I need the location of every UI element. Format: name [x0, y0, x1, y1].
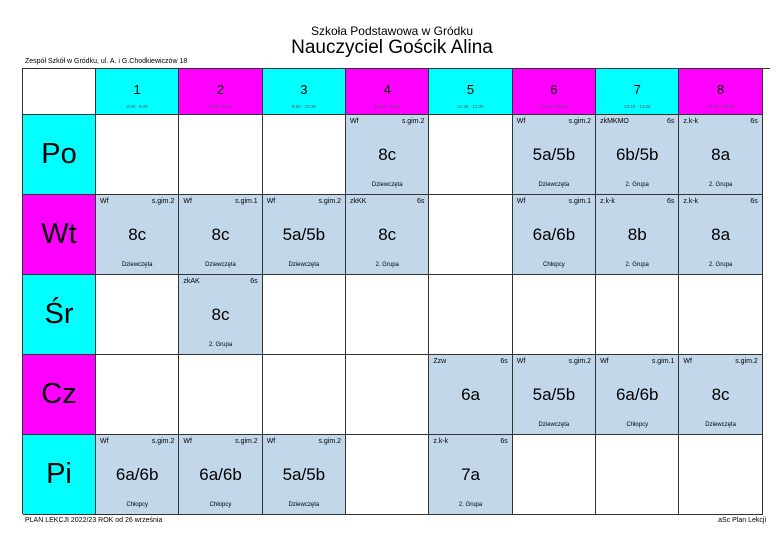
lesson-room: 6s: [750, 118, 758, 125]
period-number: 7: [633, 82, 641, 97]
lesson-class: 5a/5b: [282, 465, 326, 484]
period-header-1: [96, 69, 179, 115]
lesson-room: 6s: [667, 198, 675, 205]
lesson-class: 7a: [461, 465, 480, 484]
lesson-subject: Wf: [516, 118, 526, 125]
empty-slot: [596, 435, 679, 515]
lesson-subject: Wf: [100, 198, 109, 205]
empty-slot: [679, 435, 762, 515]
empty-slot: [596, 275, 679, 355]
lesson-group: 2. Grupa: [708, 182, 733, 188]
period-number: 1: [133, 82, 141, 97]
lesson-cell[interactable]: [679, 115, 762, 195]
school-address: Zespół Szkół w Gródku, ul. A. i G.Chodkiewiczów 18: [25, 58, 188, 65]
lesson-room: s.gim.2: [735, 358, 758, 365]
lesson-room: 6s: [416, 198, 425, 205]
lesson-cell[interactable]: [596, 115, 679, 195]
lesson-cell[interactable]: [679, 355, 762, 435]
empty-slot: [96, 275, 179, 355]
lesson-class: 6a/6b: [199, 465, 242, 484]
day-label: Po: [23, 115, 96, 195]
empty-slot: [96, 355, 179, 435]
lesson-class: 6a/6b: [615, 385, 659, 404]
lesson-group: Dziewczęta: [371, 182, 403, 188]
period-time: 13:40 - 14:25: [623, 104, 651, 109]
empty-slot: [429, 115, 512, 195]
lesson-cell[interactable]: [513, 195, 596, 275]
lesson-cell[interactable]: [96, 195, 179, 275]
lesson-cell[interactable]: [263, 195, 346, 275]
lesson-class: 5a/5b: [532, 145, 576, 164]
lesson-class: 6b/5b: [615, 145, 659, 164]
period-number: 8: [716, 82, 725, 97]
lesson-subject: zkMKMO: [600, 118, 629, 125]
lesson-cell[interactable]: [513, 115, 596, 195]
empty-slot: [679, 275, 762, 355]
lesson-cell[interactable]: [179, 195, 262, 275]
lesson-room: 6s: [667, 118, 675, 125]
period-header-4: [346, 69, 429, 115]
lesson-class: 8a: [711, 145, 731, 164]
period-header-2: [179, 69, 262, 115]
period-header-6: [513, 69, 596, 115]
empty-slot: [179, 355, 262, 435]
lesson-group: 2. Grupa: [625, 262, 649, 268]
corner-cell: [23, 69, 96, 115]
period-number: 6: [550, 82, 558, 97]
lesson-cell[interactable]: [513, 355, 596, 435]
lesson-group: 2. Grupa: [625, 182, 649, 188]
lesson-subject: zkAK: [183, 278, 200, 285]
lesson-subject: z.k-k: [683, 118, 699, 125]
lesson-class: 8b: [627, 225, 647, 244]
lesson-cell[interactable]: [596, 195, 679, 275]
lesson-subject: Wf: [266, 438, 276, 445]
lesson-group: 2. Grupa: [375, 262, 399, 268]
lesson-class: 6a/6b: [532, 225, 576, 244]
lesson-room: s.gim.2: [151, 198, 175, 205]
lesson-group: Dziewczęta: [538, 182, 570, 188]
lesson-group: Chłopcy: [626, 422, 649, 428]
lesson-subject: Zzw: [433, 358, 447, 365]
lesson-class: 8c: [378, 225, 397, 244]
day-label: Pi: [23, 435, 96, 515]
school-name: Szkoła Podstawowa w Gródku: [310, 24, 474, 38]
lesson-cell[interactable]: [679, 195, 762, 275]
lesson-class: 6a: [461, 385, 480, 404]
period-header-7: [596, 69, 679, 115]
period-number: 5: [466, 82, 475, 97]
empty-slot: [263, 355, 346, 435]
lesson-room: 6s: [750, 198, 758, 205]
lesson-group: Chłopcy: [543, 262, 565, 268]
empty-slot: [346, 355, 429, 435]
lesson-room: s.gim.2: [151, 438, 175, 445]
footer-plan-info: PLAN LEKCJI 2022/23 ROK od 26 września: [25, 517, 163, 524]
period-time: 14:35 - 15:20: [707, 104, 734, 109]
lesson-subject: zkKK: [350, 198, 367, 205]
lesson-room: s.gim.2: [318, 438, 342, 445]
lesson-class: 5a/5b: [532, 385, 576, 404]
lesson-group: Dziewczęta: [205, 262, 236, 268]
empty-slot: [263, 115, 346, 195]
lesson-cell[interactable]: [96, 435, 179, 515]
lesson-subject: Wf: [600, 358, 609, 365]
lesson-subject: Wf: [266, 198, 276, 205]
lesson-cell[interactable]: [179, 275, 262, 355]
lesson-room: 6s: [250, 278, 258, 285]
period-header-8: [679, 69, 762, 115]
lesson-class: 8c: [211, 225, 230, 244]
period-time: 10:45 - 11:30: [374, 104, 401, 109]
period-header-3: [263, 69, 346, 115]
lesson-class: 5a/5b: [282, 225, 326, 244]
empty-slot: [179, 115, 262, 195]
lesson-subject: Wf: [183, 438, 192, 445]
lesson-subject: z.k-k: [683, 198, 699, 205]
empty-slot: [263, 275, 346, 355]
lesson-room: s.gim.1: [651, 358, 675, 365]
period-number: 2: [216, 82, 225, 97]
lesson-group: 2. Grupa: [458, 502, 483, 508]
lesson-room: s.gim.2: [235, 438, 258, 445]
lesson-cell[interactable]: [263, 435, 346, 515]
period-time: 9:50 - 10:35: [291, 104, 316, 109]
lesson-group: Dziewczęta: [288, 502, 320, 508]
lesson-room: 6s: [500, 438, 508, 445]
lesson-cell[interactable]: [346, 115, 429, 195]
lesson-subject: z.k-k: [433, 438, 449, 445]
lesson-subject: Wf: [183, 198, 192, 205]
timetable-grid: [22, 68, 770, 514]
lesson-room: s.gim.2: [568, 118, 592, 125]
period-header-5: [429, 69, 512, 115]
empty-slot: [346, 435, 429, 515]
lesson-room: s.gim.1: [568, 198, 592, 205]
lesson-room: s.gim.2: [318, 198, 342, 205]
lesson-subject: z.k-k: [600, 198, 615, 205]
lesson-group: Chłopcy: [126, 502, 149, 508]
period-time: 8:55 - 9:40: [209, 104, 232, 109]
period-number: 3: [300, 82, 308, 97]
lesson-group: Dziewczęta: [288, 262, 320, 268]
lesson-cell[interactable]: [429, 355, 512, 435]
lesson-cell[interactable]: [346, 195, 429, 275]
lesson-class: 8c: [378, 145, 397, 164]
teacher-name: Nauczyciel Gościk Alina: [291, 37, 493, 58]
lesson-cell[interactable]: [179, 435, 262, 515]
lesson-group: Dziewczęta: [705, 422, 736, 428]
empty-slot: [429, 195, 512, 275]
lesson-class: 8a: [711, 225, 731, 244]
period-time: 8:00 - 8:45: [126, 104, 148, 109]
empty-slot: [96, 115, 179, 195]
lesson-group: Chłopcy: [209, 502, 232, 508]
lesson-room: s.gim.2: [568, 358, 592, 365]
lesson-cell[interactable]: [429, 435, 512, 515]
day-label: Wt: [23, 195, 96, 275]
lesson-subject: Wf: [516, 198, 526, 205]
period-number: 4: [383, 82, 391, 97]
lesson-group: Dziewczęta: [538, 422, 570, 428]
lesson-class: 8c: [211, 305, 230, 324]
lesson-subject: Wf: [350, 118, 359, 125]
lesson-subject: Wf: [100, 438, 109, 445]
empty-slot: [513, 275, 596, 355]
period-time: 12:40 - 13:25: [540, 104, 568, 109]
lesson-room: s.gim.1: [235, 198, 258, 205]
lesson-subject: Wf: [683, 358, 692, 365]
lesson-group: 2. Grupa: [208, 342, 233, 348]
lesson-group: Dziewczęta: [121, 262, 153, 268]
lesson-room: s.gim.2: [401, 118, 425, 125]
lesson-class: 8c: [711, 385, 730, 404]
footer-software: aSc Plan Lekcji: [718, 517, 766, 524]
empty-slot: [513, 435, 596, 515]
lesson-room: 6s: [500, 358, 508, 365]
lesson-group: 2. Grupa: [708, 262, 733, 268]
day-label: Cz: [23, 355, 96, 435]
empty-slot: [346, 275, 429, 355]
lesson-cell[interactable]: [596, 355, 679, 435]
period-time: 11:45 - 12:30: [457, 104, 484, 109]
lesson-class: 8c: [128, 225, 147, 244]
lesson-class: 6a/6b: [115, 465, 159, 484]
lesson-subject: Wf: [516, 358, 526, 365]
empty-slot: [429, 275, 512, 355]
day-label: Śr: [23, 275, 96, 355]
